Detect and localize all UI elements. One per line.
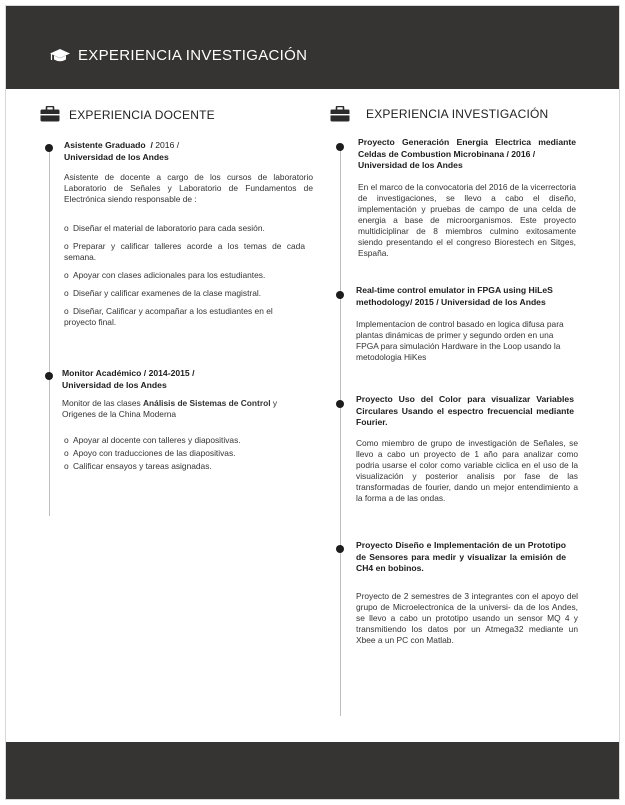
section-title-investigacion: EXPERIENCIA INVESTIGACIÓN bbox=[366, 107, 549, 121]
briefcase-icon bbox=[330, 106, 350, 122]
timeline-dot bbox=[45, 372, 53, 380]
list-item bbox=[64, 461, 305, 472]
entry-heading: Real-time control emulator in FPGA using HiLeS methodology/ 2015 / Universidad de los Andes bbox=[356, 285, 553, 307]
timeline-dot bbox=[336, 143, 344, 151]
timeline-line bbox=[49, 144, 50, 516]
header-bar bbox=[6, 6, 619, 89]
entry-role: Monitor Académico bbox=[62, 368, 142, 378]
entry-description: Implementacion de control basado en logica difusa para plantas dinámicas de primer y segundo orden en una FPGA para simulación Hardware in the Loop usando la metodologia HiKes bbox=[356, 319, 564, 362]
bullet-text: Preparar y calificar talleres acorde a los temas de cada semana. bbox=[64, 241, 305, 262]
section-title-docente: EXPERIENCIA DOCENTE bbox=[69, 108, 215, 122]
bullet-text: Calificar ensayos y tareas asignadas. bbox=[73, 461, 212, 471]
entry-heading bbox=[64, 140, 304, 163]
bullet-text: Diseñar y calificar examenes de la clase magistral. bbox=[73, 288, 262, 298]
entry-date: 2014-2015 / bbox=[148, 368, 195, 378]
entry-role: Asistente Graduado bbox=[64, 140, 146, 150]
list-item bbox=[64, 223, 305, 234]
entry-heading: Proyecto Diseño e Implementación de un Prototipo de Sensores para medir y visualizar la emisión de CH4 en bobinos. bbox=[356, 540, 566, 573]
entry-title: Proyecto Generación Energia Electrica mediante Celdas de Combustion Microbinana / 2016 / bbox=[358, 137, 576, 159]
entry-description: Como miembro de grupo de investigación de Señales, se llevo a cabo un proyecto de 1 año para analizar como podria usarse el color como variable ciclica en el uso de la visualización y posterior analisis por fase de las transformadas de fourier, dando un mejor entendimiento a la forma a de las ondas. bbox=[356, 438, 578, 503]
bullet-marker: o bbox=[64, 306, 69, 316]
entry-description bbox=[62, 398, 307, 420]
entry-separator: / bbox=[141, 368, 149, 378]
bullet-text: Diseñar el material de laboratorio para cada sesión. bbox=[73, 223, 265, 233]
list-item bbox=[64, 448, 305, 459]
description-text: Monitor de las clases bbox=[62, 398, 143, 408]
header-title: EXPERIENCIA INVESTIGACIÓN bbox=[78, 47, 308, 64]
bullet-marker: o bbox=[64, 448, 69, 458]
bullet-marker: o bbox=[64, 435, 69, 445]
description-text: y Origenes de la China Moderna bbox=[62, 398, 278, 419]
entry-description: Proyecto de 2 semestres de 3 integrantes con el apoyo del grupo de Microelectronica de la universi- da de los Andes, se llevo a cabo un prototipo usando un sensor MQ 4 y transmitiendo los datos por un Atmega32 mediante un Xbee a un PC con Matlab. bbox=[356, 591, 578, 645]
entry-description: En el marco de la convocatoria del 2016 de la vicerrectoria de investigaciones, se llevo a cabo el diseño, implementación y pruebas de campo de una celda de energia a base de microorganismos. Este proyecto multidiciplinar de 8 miembros culmino exitosamente siendo presentando el el congreso Biorestech en Sitges, España. bbox=[358, 182, 576, 258]
entry-organization: Universidad de los Andes bbox=[64, 151, 169, 162]
entry-date: 2016 / bbox=[155, 140, 180, 150]
bullet-text: Apoyar al docente con talleres y diapositivas. bbox=[73, 435, 241, 445]
list-item bbox=[64, 241, 305, 263]
briefcase-icon bbox=[40, 106, 60, 122]
entry-organization: Universidad de los Andes bbox=[62, 379, 167, 390]
graduation-cap-icon bbox=[49, 48, 71, 64]
timeline-line bbox=[340, 144, 341, 716]
timeline-dot bbox=[336, 291, 344, 299]
timeline-dot bbox=[336, 400, 344, 408]
bullet-marker: o bbox=[64, 461, 69, 471]
entry-separator: / bbox=[145, 140, 156, 150]
bullet-marker: o bbox=[64, 241, 69, 251]
list-item bbox=[64, 270, 305, 281]
entry-bullets bbox=[64, 223, 305, 328]
description-bold: Análisis de Sistemas de Control bbox=[143, 398, 271, 408]
bullet-marker: o bbox=[64, 270, 69, 280]
list-item bbox=[64, 288, 305, 299]
bullet-marker: o bbox=[64, 288, 69, 298]
entry-organization: Universidad de los Andes bbox=[358, 160, 463, 170]
entry-heading bbox=[62, 368, 302, 391]
bullet-text: Apoyar con clases adicionales para los estudiantes. bbox=[73, 270, 266, 280]
bullet-text: Diseñar, Calificar y acompañar a los estudiantes en el proyecto final. bbox=[64, 306, 273, 327]
entry-description: Asistente de docente a cargo de los cursos de laboratorio Laboratorio de Señales y Laboratorio de Fundamentos de Electrónica siendo responsable de : bbox=[64, 172, 313, 204]
timeline-dot bbox=[45, 144, 53, 152]
timeline-dot bbox=[336, 545, 344, 553]
list-item bbox=[64, 306, 305, 328]
entry-bullets bbox=[64, 435, 305, 472]
list-item bbox=[64, 435, 305, 446]
entry-heading bbox=[358, 137, 576, 172]
bullet-text: Apoyo con traducciones de las diapositivas. bbox=[73, 448, 236, 458]
footer-bar bbox=[6, 742, 619, 799]
bullet-marker: o bbox=[64, 223, 69, 233]
entry-heading: Proyecto Uso del Color para visualizar Variables Circulares Usando el espectro frecuencial mediante Fourier. bbox=[356, 394, 574, 427]
